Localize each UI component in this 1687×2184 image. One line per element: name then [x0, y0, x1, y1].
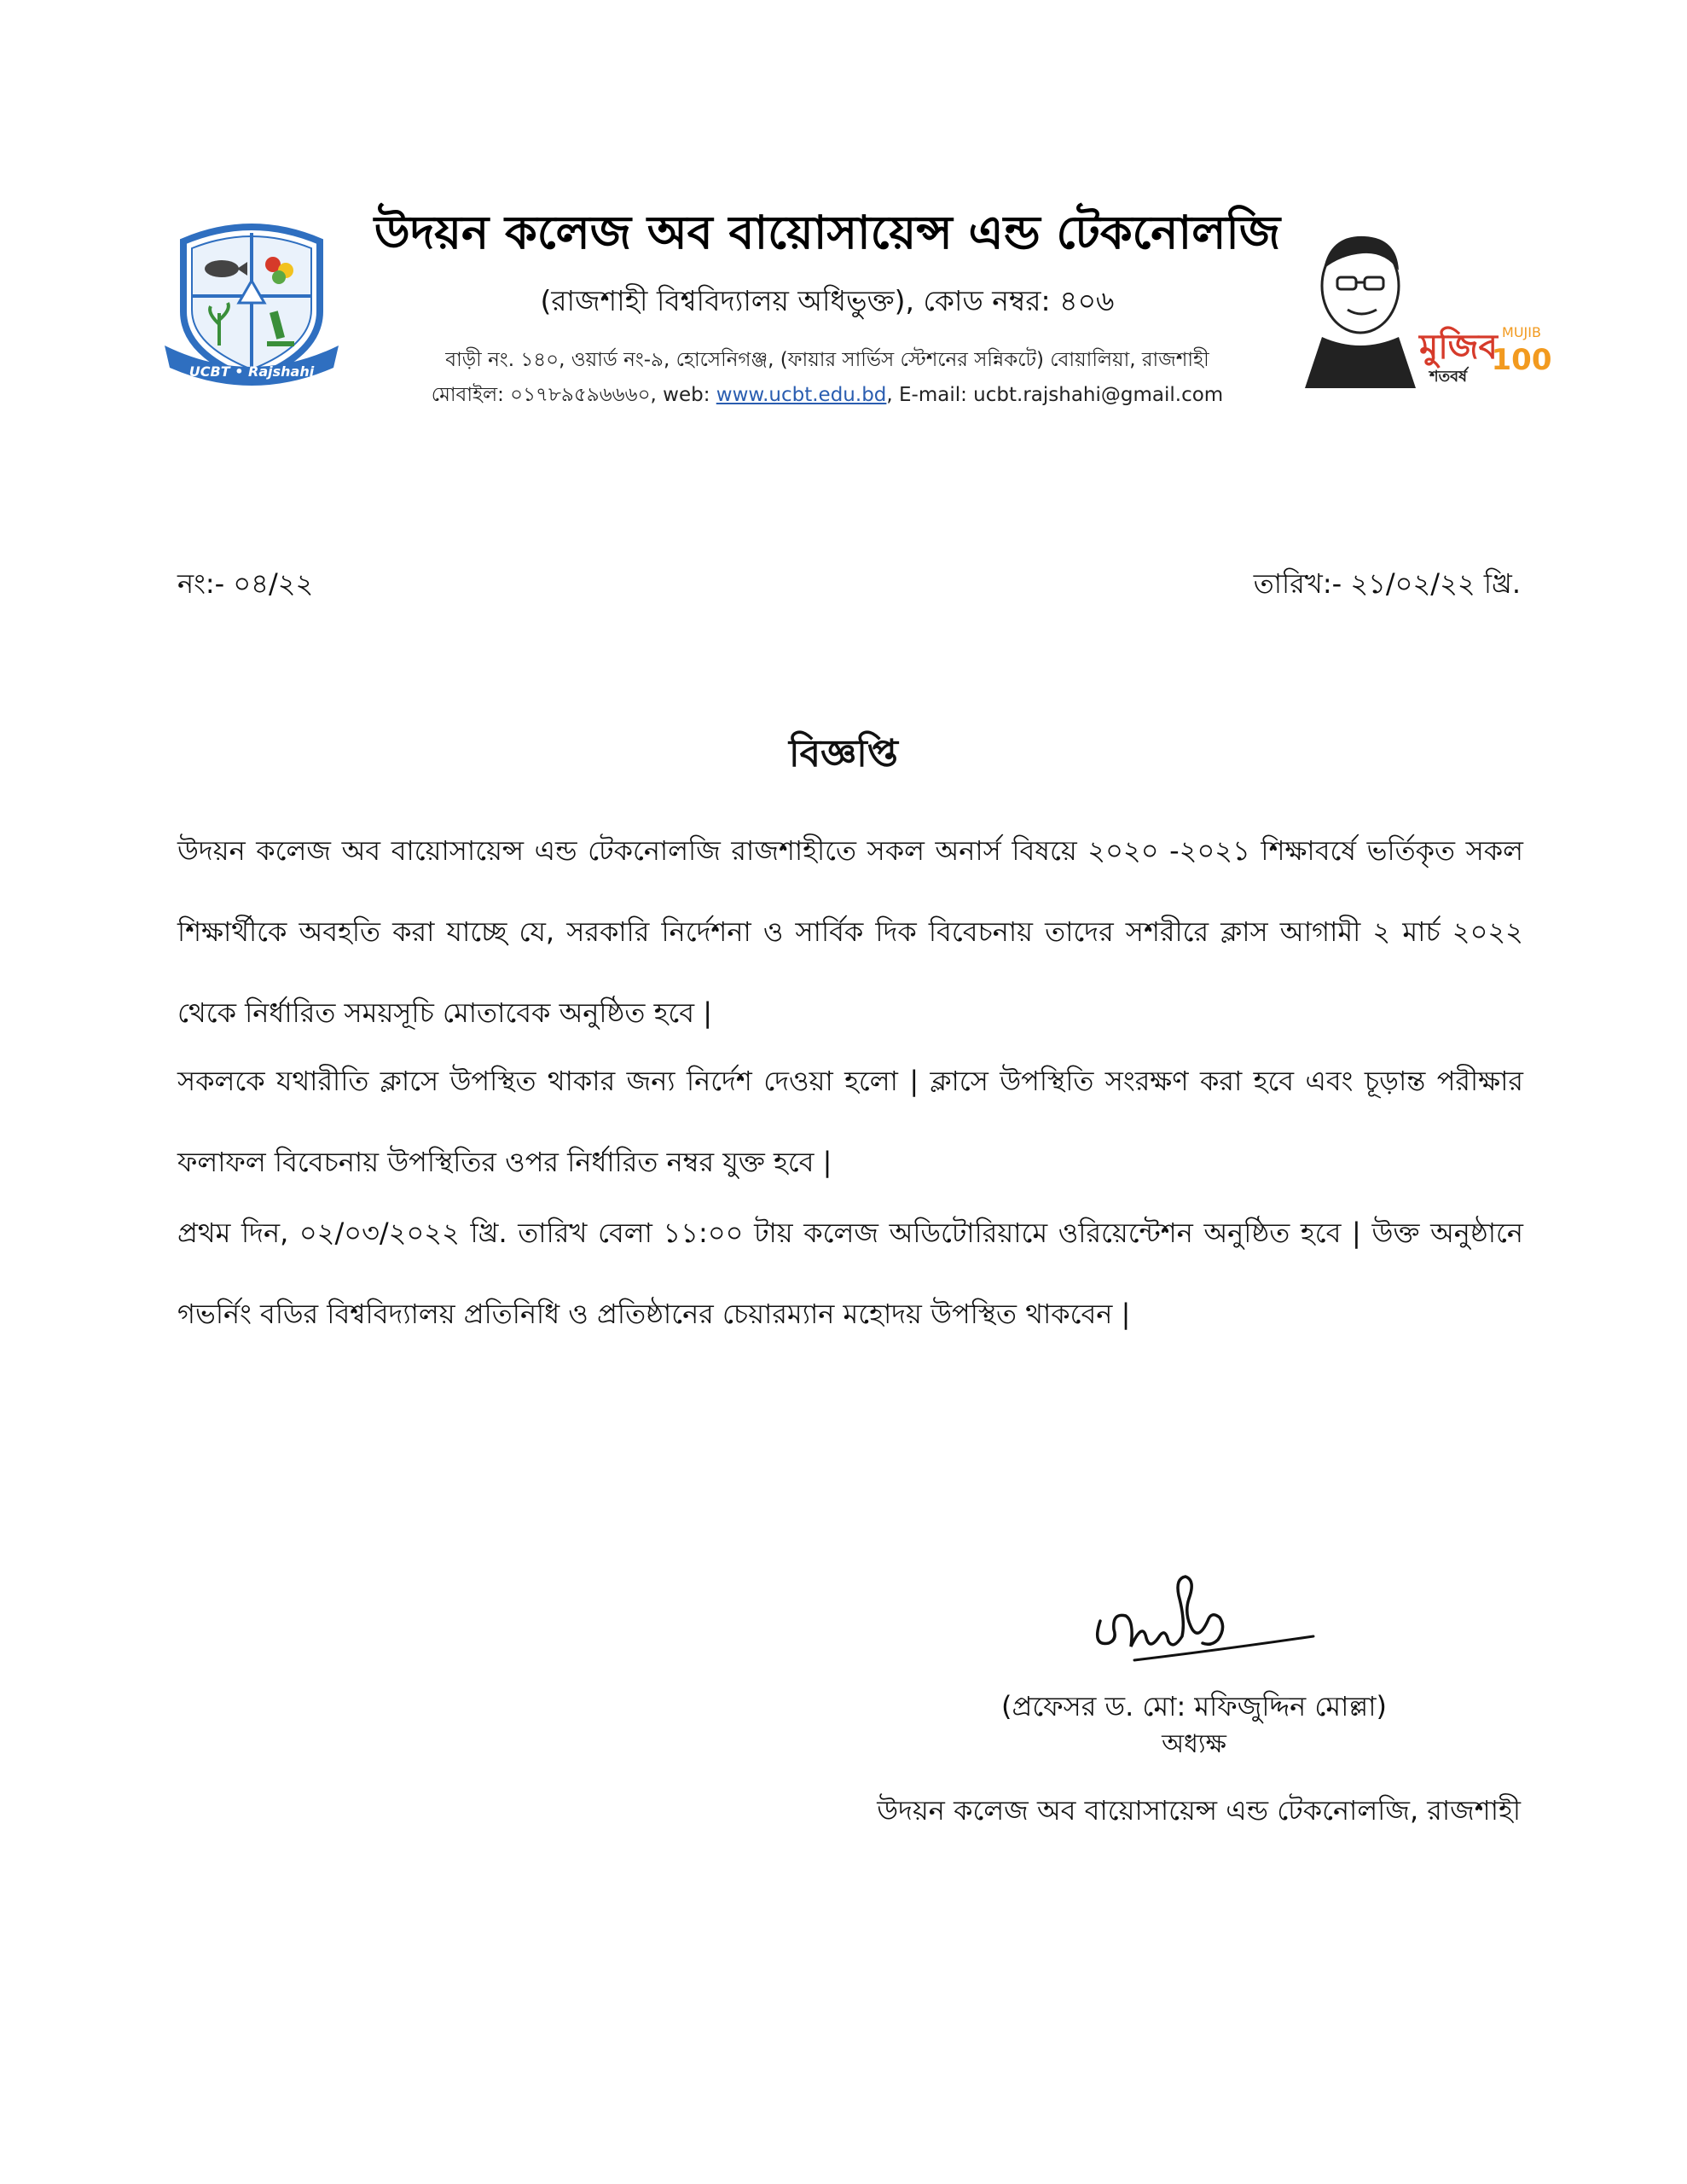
signer-organization: উদয়ন কলেজ অব বায়োসায়েন্স এন্ড টেকনোলজি, রাজশাহী	[877, 1794, 1521, 1827]
mujib-bangla-text: মুজিব	[1419, 328, 1498, 367]
college-name: উদয়ন কলেজ অব বায়োসায়েন্স এন্ড টেকনোলজি	[374, 206, 1281, 259]
signer-name: (প্রফেসর ড. মো: মফিজুদ্দিন মোল্লা)	[1000, 1690, 1387, 1722]
notice-paragraph: সকলকে যথারীতি ক্লাসে উপস্থিত থাকার জন্য নির্দেশ দেওয়া হলো | ক্লাসে উপস্থিতি সংরক্ষণ করা হবে এবং চূড়ান্ত পরীক্ষার ফলাফল বিবেচনায় উপস্থিতির ওপর নির্ধারিত নম্বর যুক্ত হবে |	[177, 1065, 1523, 1178]
address-line: বাড়ী নং. ১৪০, ওয়ার্ড নং-৯, হোসেনিগঞ্জ, (ফায়ার সার্ভিস স্টেশনের সন্নিকটে) বোয়ালিয়া, রাজশাহী	[445, 349, 1209, 371]
website-link[interactable]: www.ucbt.edu.bd	[716, 384, 887, 406]
contact-email: , E-mail: ucbt.rajshahi@gmail.com	[886, 384, 1224, 406]
mujib-centenary-logo-icon	[1296, 218, 1552, 388]
contact-line	[358, 380, 1296, 410]
mujib-sub-text: শতবর্ষ	[1429, 368, 1468, 386]
college-crest-icon	[158, 218, 345, 388]
mujib-en-text: MUJIB	[1502, 324, 1541, 340]
handwritten-signature-icon	[1083, 1561, 1322, 1681]
affiliation-line: (রাজশাহী বিশ্ববিদ্যালয় অধিভুক্ত), কোড নম্বর: ৪০৬	[540, 284, 1115, 317]
contact-mobile: মোবাইল: ০১৭৮৯৫৯৬৬৬০, web:	[431, 384, 716, 406]
notice-paragraph: প্রথম দিন, ০২/০৩/২০২২ খ্রি. তারিখ বেলা ১১:০০ টায় কলেজ অডিটোরিয়ামে ওরিয়েন্টেশন অনুষ্ঠিত হবে | উক্ত অনুষ্ঠানে গভর্নিং বডির বিশ্ববিদ্যালয় প্রতিনিধি ও প্রতিষ্ঠানের চেয়ারম্যান মহোদয় উপস্থিত থাকবেন |	[177, 1217, 1523, 1330]
notice-paragraph: উদয়ন কলেজ অব বায়োসায়েন্স এন্ড টেকনোলজি রাজশাহীতে সকল অনার্স বিষয়ে ২০২০ -২০২১ শিক্ষাবর্ষে ভর্তিকৃত সকল শিক্ষার্থীকে অবহতি করা যাচ্ছে যে, সরকারি নির্দেশনা ও সার্বিক দিক বিবেচনায় তাদের সশরীরে ক্লাস আগামী ২ মার্চ ২০২২ থেকে নির্ধারিত সময়সূচি মোতাবেক অনুষ্ঠিত হবে |	[177, 834, 1523, 1029]
mujib-number-text: 100	[1491, 343, 1552, 377]
crest-ribbon-text: UCBT • Rajshahi	[188, 363, 315, 380]
memo-date: তারিখ:- ২১/০২/২২ খ্রি.	[1253, 567, 1521, 600]
notice-title: বিজ্ঞপ্তি	[789, 732, 898, 775]
signer-designation: অধ্যক্ষ	[1162, 1729, 1226, 1759]
memo-number: নং:- ০৪/২২	[177, 567, 314, 600]
